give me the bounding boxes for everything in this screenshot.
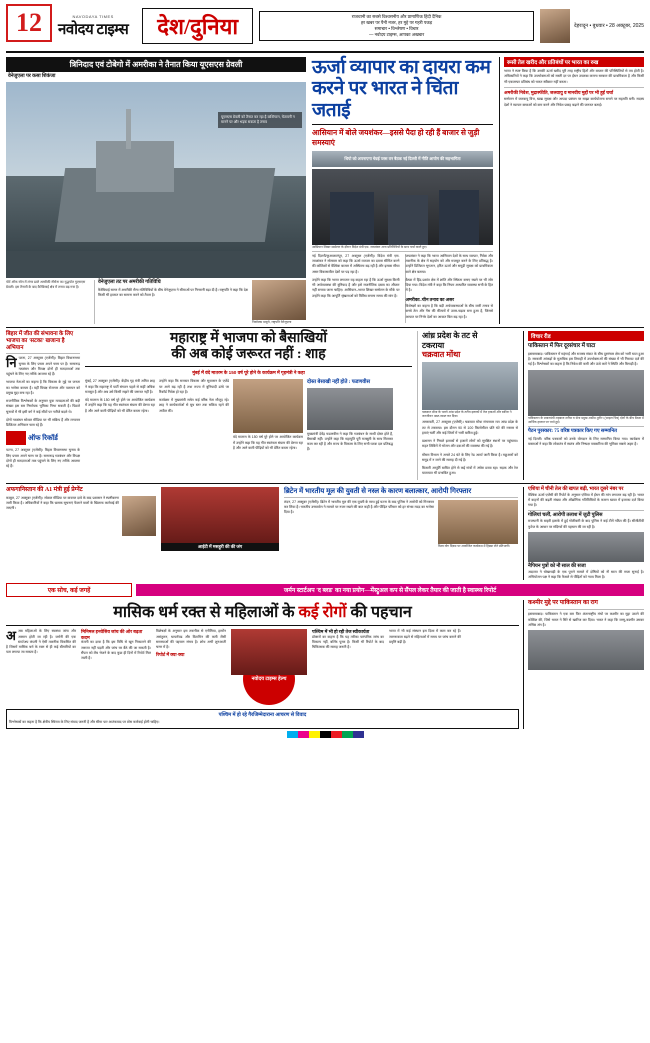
jaishankar-photo — [312, 169, 493, 245]
rail-box1-text: भारत ने स्पष्ट किया है कि उसकी ऊर्जा खरीद पूरी तरह राष्ट्रीय हितों और बाजार की परिस्थितियों से तय होती है। अधिकारियों ने कहा कि उपभोक्ताओं को सस्ती दर पर ईंधन उपलब्ध कराना सरकार की प्राथमिकता है और किसी भी एकतरफा प्रतिबंध को भारत स्वीकार नहीं करता। — [504, 69, 644, 84]
rail-c-title: नैपियन पुत्रों को नौ साल की सजा — [528, 563, 586, 569]
yoga-caption: विश्व योग दिवस पर आयोजित कार्यक्रम में हिस्सा लेते प्रतिभागी। — [438, 543, 511, 548]
health-subhead-2: रिपोर्ट में क्या-क्या — [156, 652, 185, 658]
health-para-3: विशेषज्ञों के अनुसार इस तकनीक से एनीमिया, हार्मोन असंतुलन, थायरॉयड और विटामिन की कमी जैसी समस्याओं की पहचान संभव है। शोध अभी शुरुआती चरण में है। — [156, 629, 226, 649]
maha-para-5: वंदे मातरम के 150 वर्ष पूरे होने पर आयोजित कार्यक्रम में उन्होंने कहा कि यह गीत स्वतंत्रता संग्राम की प्रेरणा रहा है और आने वाली पीढ़ियों को भी प्रेरित करता रहेगा। — [233, 435, 303, 450]
cmyk-swatch — [331, 731, 342, 738]
masthead-ad-line2: हर खबर पर पैनी नजर, हर मुद्दे पर गहरी पकड़ — [360, 20, 433, 26]
afghan-headline: अफगानिस्तान की A1 मंत्री हुई प्रेग्नेंट — [6, 486, 83, 493]
rail-box1-title: रूसी तेल खरीद और प्रतिबंधों पर भारत का रुख — [504, 57, 644, 67]
health-para-5: भारत में भी कई संस्थान इस दिशा में काम कर रहे हैं। जागरूकता बढ़ने से महिलाओं में समय पर जांच कराने की प्रवृत्ति बढ़ी है। — [389, 629, 461, 644]
health-col-2 — [81, 629, 151, 705]
pak-body: इस्लामाबाद। पाकिस्तान ने एक बार फिर अंतरराष्ट्रीय मंचों पर कश्मीर का मुद्दा उठाने की कोशिश की, जिसे भारत ने सिरे से खारिज कर दिया। भारत ने कहा कि जम्मू-कश्मीर उसका अभिन्न अंग है। — [528, 612, 644, 627]
health-story — [6, 600, 519, 728]
britain-body: लंदन, 27 अक्टूबर (एजेंसी)। ब्रिटेन में भारतीय मूल की एक युवती के साथ हुई घटना के बाद पुलिस ने आरोपी को गिरफ्तार कर लिया है। भारतीय उच्चायोग ने मामले पर नजर रखने की बात कही है और पीड़ित परिवार को हर संभव मदद का भरोसा दिया है। — [284, 499, 434, 515]
logo-subtext: NAVODAYA TIMES — [72, 13, 114, 19]
pak-leaders-photo — [528, 370, 644, 416]
rail-b-title: गोलियां चलीं, आरोपी तलाश में जुटी पुलिस — [528, 513, 603, 519]
fadnavis-body: मुख्यमंत्री देवेंद्र फडणवीस ने कहा कि गठबंधन के साथी दोस्त होते हैं, बैसाखी नहीं। उन्होंने कहा कि महायुति पूरी मजबूती के साथ मिलकर काम कर रही है और राज्य के विकास के लिए सभी घटक दल प्रतिबद्ध हैं। — [307, 431, 393, 452]
tagline-box: एक सोच, कई जगहें — [6, 583, 132, 597]
andhra-para-1: अमरावती, 27 अक्टूबर (एजेंसी)। चक्रवात मोंथा मंगलवार रात आंध्र प्रदेश के तट से टकराया। इस दौरान 90 से 100 किलोमीटर प्रति घंटे की रफ्तार से हवाएं चलीं और कई जिलों में भारी बारिश हुई। — [422, 420, 518, 435]
mid-boxes-row — [6, 487, 644, 581]
health-col-1: अअब महिलाओं के लिए स्वास्थ्य जांच और आसान होती जा रही है। जर्मनी की एक स्टार्टअप कंपनी ने ऐसी तकनीक विकसित की है जिसमें मासिक धर्म के रक्त से ही कई बीमारियों का पता लगाया जा सकता है। — [6, 628, 76, 655]
lead-para-2: उन्होंने कहा कि भारत लगातार यह कहता रहा है कि ऊर्जा सुरक्षा किसी भी अर्थव्यवस्था की बुनियाद है और इसे राजनीतिक दबाव का औजार नहीं बनाया जाना चाहिए। आसियान–भारत शिखर सम्मेलन के मौके पर उन्होंने कहा कि आपूर्ति श्रृंखलाओं को विविध बनाना समय की मांग है। — [312, 277, 400, 298]
top-left-story — [6, 57, 306, 324]
afghan-body: काबुल, 27 अक्टूबर (एजेंसी)। सोशल मीडिया पर वायरल दावे के बाद प्रशासन ने स्पष्टीकरण जारी किया है। अधिकारियों ने कहा कि भ्रामक सूचनाएं फैलाने वालों के खिलाफ कार्रवाई की जाएगी। — [6, 495, 119, 511]
lead-para-1: नई दिल्ली/कुआलालंपुर, 27 अक्टूबर (एजेंसी)। विदेश मंत्री एस. जयशंकर ने सोमवार को कहा कि ऊर्जा व्यापार का दायरा सीमित करने की कोशिशों से वैश्विक बाजार में अस्थिरता बढ़ रही है और इसका सीधा असर विकासशील देशों पर पड़ रहा है। — [312, 253, 400, 274]
britain-headline: ब्रिटेन में भारतीय मूल की युवती से नस्ल के कारण बलात्कार, आरोपी गिरफ्तार — [284, 486, 472, 495]
section-title — [142, 4, 253, 48]
bihar-para-2: भाजपा नेताओं का कहना है कि विकास के मुद्दे पर जनता का भरोसा कायम है। वहीं विपक्ष रोजगार और पलायन को प्रमुख मुद्दा बना रहा है। — [6, 380, 80, 395]
maha-para-1: मुंबई, 27 अक्टूबर (एजेंसी)। केंद्रीय गृह मंत्री अमित शाह ने कहा कि महाराष्ट्र में पार्टी संगठन पहले से कहीं अधिक मजबूत है और अब उसे किसी सहारे की जरूरत नहीं है। — [85, 379, 155, 394]
venezuela-box-title: वेनेजुएला तट पर अमरीकी गतिविधि — [98, 280, 161, 285]
opinion-caption: पाकिस्तान के प्रधानमंत्री शहबाज शरीफ व सेना प्रमुख असीम मुनीर। (फाइल चित्र) दोनों के बीच बैठक में आर्थिक हालात पर चर्चा हुई। — [528, 415, 644, 424]
opinion-text: इस्लामाबाद। पाकिस्तान में महंगाई और राजस्व संकट के बीच दूरसंचार क्षेत्र को भारी घाटा हुआ है। सरकारी आंकड़ों के मुताबिक इस तिमाही में उपभोक्ताओं की संख्या में भी गिरावट दर्ज की गई है। विश्लेषकों का कहना है कि निवेश की कमी और ऊंचे करों ने स्थिति और बिगाड़ी है। — [528, 351, 644, 367]
editor-portrait — [540, 9, 570, 43]
andhra-story — [417, 331, 518, 479]
rail-box3-text: नई दिल्ली। वरिष्ठ पत्रकारों को उनके योगदान के लिए सम्मानित किया गया। कार्यक्रम में वक्ताओं ने कहा कि लोकतंत्र में स्वतंत्र और निष्पक्ष पत्रकारिता की भूमिका सबसे अहम है। — [528, 436, 644, 447]
dateline: देहरादून • बुधवार • 28 अक्टूबर, 2025 — [573, 23, 644, 29]
lead-photo-banner — [312, 151, 493, 167]
warship-photo-caption: पोर्ट ऑफ स्पेन में लंगर डाले अमरीकी नौसेना का युद्धपोत यूएसएस ग्रेवली। इस तैनाती के बाद कैरेबियाई क्षेत्र में तनाव बढ़ गया है। — [6, 280, 86, 289]
logo-title: नवोदय टाइम्स — [58, 21, 129, 38]
health-col-3 — [156, 629, 226, 705]
warship-photo — [6, 82, 306, 278]
cyclone-photo — [422, 362, 518, 410]
andhra-para-2: प्रशासन ने निचले इलाकों से हजारों लोगों को सुरक्षित स्थानों पर पहुंचाया। राहत शिविरों में भोजन और दवाओं की व्यवस्था की गई है। — [422, 439, 518, 449]
lead-subbody-1: विशेषज्ञों का कहना है कि बड़ी अर्थव्यवस्थाओं के बीच जारी तनाव से कच्चे तेल और गैस की कीमतों में उतार-चढ़ाव बना हुआ है, जिससे आयात पर निर्भर देशों का आयात बिल बढ़ रहा है। — [405, 304, 493, 319]
bihar-headline: बिहार में जीत की संभावना के लिए भाजपा का 'सटका' खजाना है अभियान — [6, 331, 74, 351]
afghan-minister-photo — [122, 496, 156, 536]
publication-logo — [58, 4, 128, 48]
cyclone-caption: चक्रवात मोंथा के चलते आंध्र प्रदेश के तटीय इलाकों में तेज हवाओं और बारिश ने जनजीवन अस्त-व्यस्त कर दिया। — [422, 409, 512, 419]
health-headline-b: कई रोगों — [298, 604, 351, 622]
lead-para-3: जयशंकर ने कहा कि भारत आसियान देशों के साथ व्यापार, निवेश और तकनीक के क्षेत्र में सहयोग को और मजबूत करने के लिए प्रतिबद्ध है। उन्होंने डिजिटल भुगतान, हरित ऊर्जा और समुद्री सुरक्षा को प्राथमिकता वाले क्षेत्र बताया। — [405, 253, 493, 274]
bottom-strip-title: पश्चिम में हो रहे गैरजिम्मेदाराना आचरण से विवाद — [218, 712, 307, 719]
maha-headline-1: महाराष्ट्र में भाजपा को बैसाखियों — [169, 331, 328, 347]
bihar-para-4: दोनों गठबंधन सोशल मीडिया पर भी सक्रिय हैं और लगातार डिजिटल अभियान चला रहे हैं। — [6, 417, 80, 428]
blood-cell-photo — [231, 629, 307, 675]
cmyk-swatch — [309, 731, 320, 738]
top-section — [6, 57, 644, 324]
masthead — [6, 4, 644, 53]
rail-a-title: एशिया में चीनी तेल की खपत बढ़ी, भारत दूसरे नंबर पर — [528, 486, 624, 492]
health-subhead-1: मिनिमल इनवेसिव जांच की ओर बढ़ता कदम — [81, 629, 143, 640]
rail-b-text: राजधानी के बाहरी इलाके में हुई गोलीबारी के बाद पुलिस ने कई टीमें गठित की हैं। सीसीटीवी फुटेज के आधार पर संदिग्धों की पहचान की जा रही है। — [528, 519, 644, 529]
bottom-section — [6, 600, 644, 728]
bihar-extra: पटना, 27 अक्टूबर (एजेंसी)। बिहार विधानसभा चुनाव के लिए प्रचार अपने चरम पर है। सत्तारूढ़ गठबंधन और विपक्ष दोनों ही मतदाताओं तक पहुंचने के लिए नए तरीके आजमा रहे हैं। — [6, 448, 80, 469]
health-para-1: अब महिलाओं के लिए स्वास्थ्य जांच और आसान होती जा रही है। जर्मनी की एक स्टार्टअप कंपनी ने ऐसी तकनीक विकसित की है जिसमें मासिक धर्म के रक्त से ही कई बीमारियों का पता लगाया जा सकता है। — [6, 629, 76, 655]
sports-photo — [161, 487, 279, 543]
right-rail-top — [499, 57, 644, 324]
andhra-headline-1: आंध्र प्रदेश के तट से — [422, 331, 478, 341]
cmyk-swatch — [298, 731, 309, 738]
right-rail-mid — [523, 331, 644, 479]
health-logo-col — [231, 629, 307, 705]
maha-para-2: वंदे मातरम के 150 वर्ष पूरे होने पर आयोजित कार्यक्रम में उन्होंने कहा कि यह गीत स्वतंत्रता संग्राम की प्रेरणा रहा है और आने वाली पीढ़ियों को भी प्रेरित करता रहेगा। — [85, 398, 155, 413]
warship-photo-overlay: यूएसएस ग्रेवली को तैनात कर रहा है वाशिंगटन, चेतावनी न मानने पर और भड़क सकता है तनाव — [218, 112, 302, 128]
health-headline — [6, 600, 519, 622]
lead-kicker: आसियान में बोले जयशंकर—इससे पैदा हो रही हैं बाजार से जुड़ी समस्याएं — [312, 127, 480, 147]
bihar-story — [6, 331, 80, 479]
maharashtra-story — [85, 331, 412, 479]
britain-story — [284, 487, 518, 581]
rail-box3-title: पैटन पुरस्कार: 75 वरिष्ठ पत्रकार किए गए सम्मानित — [528, 428, 617, 434]
lead-photo-banner-text: थियो को अपनाएगा चेन्नई प्लस वन बैठक नई दिल्ली में नीति आयोग की सहभागिता — [344, 155, 461, 161]
cmyk-swatch — [287, 731, 298, 738]
opinion-title: पाकिस्तान में फिर दूरसंचार में घाटा — [528, 343, 596, 350]
maha-event-photo — [233, 379, 303, 433]
health-headline-c: की पहचान — [350, 604, 412, 622]
maha-col1 — [85, 379, 155, 452]
maha-subhead: मुंबई में वंदे मातरम के 150 वर्ष पूरे होने के कार्यक्रम में गृहमंत्री ने कहा — [192, 370, 305, 376]
maduro-caption: निकोलस मादुरो, राष्ट्रपति वेनेजुएला — [252, 320, 292, 324]
maha-col3 — [233, 379, 303, 452]
rail-a-text: वैश्विक ऊर्जा एजेंसी की रिपोर्ट के अनुसार एशिया में ईंधन की मांग लगातार बढ़ रही है। भारत में वाहनों की बढ़ती संख्या और औद्योगिक गतिविधियों के कारण खपत में इजाफा दर्ज किया गया है। — [528, 492, 644, 507]
right-rail-boxes — [523, 487, 644, 581]
masthead-ad — [253, 4, 540, 48]
health-headline-a: मासिक धर्म रक्त से महिलाओं के — [113, 604, 299, 622]
bottom-strip-body: विश्लेषकों का कहना है कि क्षेत्रीय स्थिरता के लिए संवाद जरूरी है और सीमा पार आतंकवाद पर ठोस कार्रवाई होनी चाहिए। — [9, 720, 160, 725]
masthead-ad-line3: समाचार • विश्लेषण • विचार — [374, 26, 419, 31]
rail-box2-text: सम्मेलन में जलवायु वित्त, खाद्य सुरक्षा और आपदा प्रबंधन पर साझा कार्ययोजना बनाने पर सहमति बनी। सदस्य देशों ने व्यापार बाधाओं को कम करने और निवेश प्रवाह बढ़ाने की जरूरत बताई। — [504, 97, 644, 107]
mid-section — [6, 331, 644, 479]
fadnavis-box — [307, 379, 393, 452]
pak-photo — [528, 630, 644, 670]
maha-headline-2: की अब कोई जरूरत नहीं : शाह — [171, 347, 326, 363]
lead-para-4: बैठक में हिंद-प्रशांत क्षेत्र में शांति और स्थिरता बनाए रखने पर भी जोर दिया गया। विदेश मंत्री ने कहा कि नियम आधारित व्यवस्था सभी के हित में है। — [405, 277, 493, 293]
andhra-body — [422, 420, 518, 476]
section-title-label: देश/दुनिया — [142, 8, 253, 44]
rail-c-text: अदालत ने धोखाधड़ी के एक पुराने मामले में दोषियों को नौ साल की सजा सुनाई है। अभियोजन पक्ष ने कहा कि फैसले से पीड़ितों को न्याय मिला है। — [528, 569, 644, 579]
health-logo: नवोदय टाइम्स हेल्थ — [243, 653, 295, 705]
masthead-ad-line1: राजधानी का सबसे विश्वसनीय और प्रामाणिक हिंदी दैनिक — [351, 14, 442, 20]
fadnavis-headline: दोस्त बेसाखी नहीं होते : फडणवीस — [307, 379, 370, 386]
cmyk-registration-bar — [6, 731, 644, 738]
opinion-label: विचार रीड — [528, 331, 644, 341]
health-para-4: डॉक्टरों का कहना है कि यह तरीका पारंपरिक जांच का विकल्प नहीं, बल्कि पूरक है। किसी भी रिपोर्ट के बाद चिकित्सक की सलाह जरूरी है। — [312, 634, 384, 650]
maha-col2 — [159, 379, 229, 452]
cmyk-swatch — [342, 731, 353, 738]
lead-headline-line2: करने पर भारत ने चिंता जताई — [312, 78, 459, 121]
bottom-band-row — [6, 583, 644, 597]
sports-photo-block — [161, 487, 279, 581]
german-strip: जर्मन स्टार्टअप 'द ब्लड' का नया प्रयोग—मेंस्ट्रुअल कप से सैंपल लेकर तैयार की जाती है स्वास्थ्य रिपोर्ट — [136, 584, 644, 596]
masthead-right — [540, 4, 644, 48]
maduro-photo — [252, 280, 306, 320]
lead-body-col2 — [405, 254, 494, 323]
top-story-substrip: वेनेजुएला पर कसा शिकंजा — [8, 74, 56, 79]
lead-body-col1 — [312, 254, 400, 323]
bottom-strip-box — [6, 709, 519, 728]
cmyk-swatch — [320, 731, 331, 738]
bihar-para-3: राजनीतिक विश्लेषकों के अनुसार युवा मतदाताओं की बड़ी संख्या इस बार निर्णायक भूमिका निभा सकती है। पिछले चुनावों में भी इसी वर्ग ने कई सीटों पर नतीजे बदले थे। — [6, 399, 80, 414]
health-col-4 — [312, 629, 384, 705]
lead-story — [312, 57, 493, 324]
health-col-5 — [389, 629, 461, 705]
rail-box2-title: अमरीकी निवेश, मुद्रास्फीति, जलवायु व मानवीय मुद्दों पर भी हुई चर्चा — [504, 89, 614, 95]
venezuela-box-text: कैरेबियाई सागर में अमरीकी सैन्य गतिविधियों के बीच वेनेजुएला ने सीमाओं पर निगरानी बढ़ा दी है। राष्ट्रपति ने कहा कि देश किसी भी हालात का सामना करने को तैयार है। — [98, 288, 248, 298]
britain-photo — [438, 500, 518, 544]
pak-story — [523, 600, 644, 728]
andhra-para-4: बिजली आपूर्ति बाधित होने से कई गांवों में अंधेरा छाया रहा। सड़क और रेल यातायात भी प्रभावित हुआ। — [422, 466, 518, 476]
page-number: 12 — [6, 4, 52, 42]
lead-subhead-1: अमरीका–चीन तनाव का असर — [405, 296, 455, 302]
off-record-label: ऑफ रिकॉर्ड — [28, 434, 58, 443]
maha-para-4: कार्यक्रम में मुख्यमंत्री समेत कई वरिष्ठ नेता मौजूद रहे। शाह ने कार्यकर्ताओं से बूथ स्तर तक सक्रिय रहने की अपील की। — [159, 398, 229, 413]
andhra-headline-2b: चक्रवात मोंथा — [422, 350, 461, 360]
bihar-body: निपटना, 27 अक्टूबर (एजेंसी)। बिहार विधानसभा चुनाव के लिए प्रचार अपने चरम पर है। सत्तारूढ़ गठबंधन और विपक्ष दोनों ही मतदाताओं तक पहुंचने के लिए नए तरीके आजमा रहे हैं। भाजपा नेताओं का कहना है कि विकास के मुद्दे पर जनता का भरोसा कायम है। वहीं विपक्ष रोजगार और पलायन को प्रमुख मुद्दा बना रहा है। राजनीतिक विश्लेषकों के अनुसार युवा मतदाताओं की बड़ी संख्या इस बार निर्णायक भूमिका निभा सकती है। पिछले चुनावों में भी इसी वर्ग ने कई सीटों पर नतीजे बदले थे। दोनों गठबंधन सोशल मीडिया पर भी सक्रिय हैं और लगातार डिजिटल अभियान चला रहे हैं। — [6, 355, 80, 428]
health-subhead-3: पश्चिम में भी हो रही तेज स्वीकार्यता — [312, 629, 370, 635]
afghan-story — [6, 487, 156, 581]
maha-para-3: उन्होंने कहा कि सरकार विकास और सुशासन के एजेंडे पर आगे बढ़ रही है तथा राज्य में बुनियादी ढांचे पर रिकॉर्ड निवेश हो रहा है। — [159, 379, 229, 394]
rail-b-photo — [528, 532, 644, 562]
masthead-ad-line4: — नवोदय टाइम्स, आपका अखबार — [368, 31, 425, 37]
lead-headline-line1: ऊर्जा व्यापार का दायरा कम — [312, 57, 491, 78]
sports-strip: आईटी में मसहूरी की की जंग — [161, 543, 279, 551]
andhra-headline-2: टकराया — [422, 340, 445, 350]
health-para-2: कंपनी का दावा है कि इस विधि से खून निकालने की जरूरत नहीं पड़ती और जांच घर बैठे की जा सकती है। सैंपल को लैब भेजने के बाद कुछ ही दिनों में रिपोर्ट मिल जाती है। — [81, 640, 151, 660]
top-story-strip: त्रिनिदाद एवं टोबेगो में अमरीका ने तैनात किया यूएसएस ग्रेवली — [6, 57, 306, 72]
jaishankar-photo-caption: आसियान शिखर सम्मेलन के दौरान विदेश मंत्री एस. जयशंकर अन्य प्रतिनिधियों के साथ चर्चा करते हुए। — [312, 244, 427, 249]
andhra-para-3: मौसम विभाग ने अगले 24 घंटे के लिए रेड अलर्ट जारी किया है। मछुआरों को समुद्र में न जाने की सलाह दी गई है। — [422, 452, 518, 462]
fadnavis-photo — [307, 388, 393, 430]
pak-headline: कश्मीर मुद्दे पर पाकिस्तान का राग — [528, 600, 598, 607]
cmyk-swatch — [353, 731, 364, 738]
bihar-para-1: पटना, 27 अक्टूबर (एजेंसी)। बिहार विधानसभा चुनाव के लिए प्रचार अपने चरम पर है। सत्तारूढ़ गठबंधन और विपक्ष दोनों ही मतदाताओं तक पहुंचने के लिए नए तरीके आजमा रहे हैं। — [6, 356, 80, 377]
